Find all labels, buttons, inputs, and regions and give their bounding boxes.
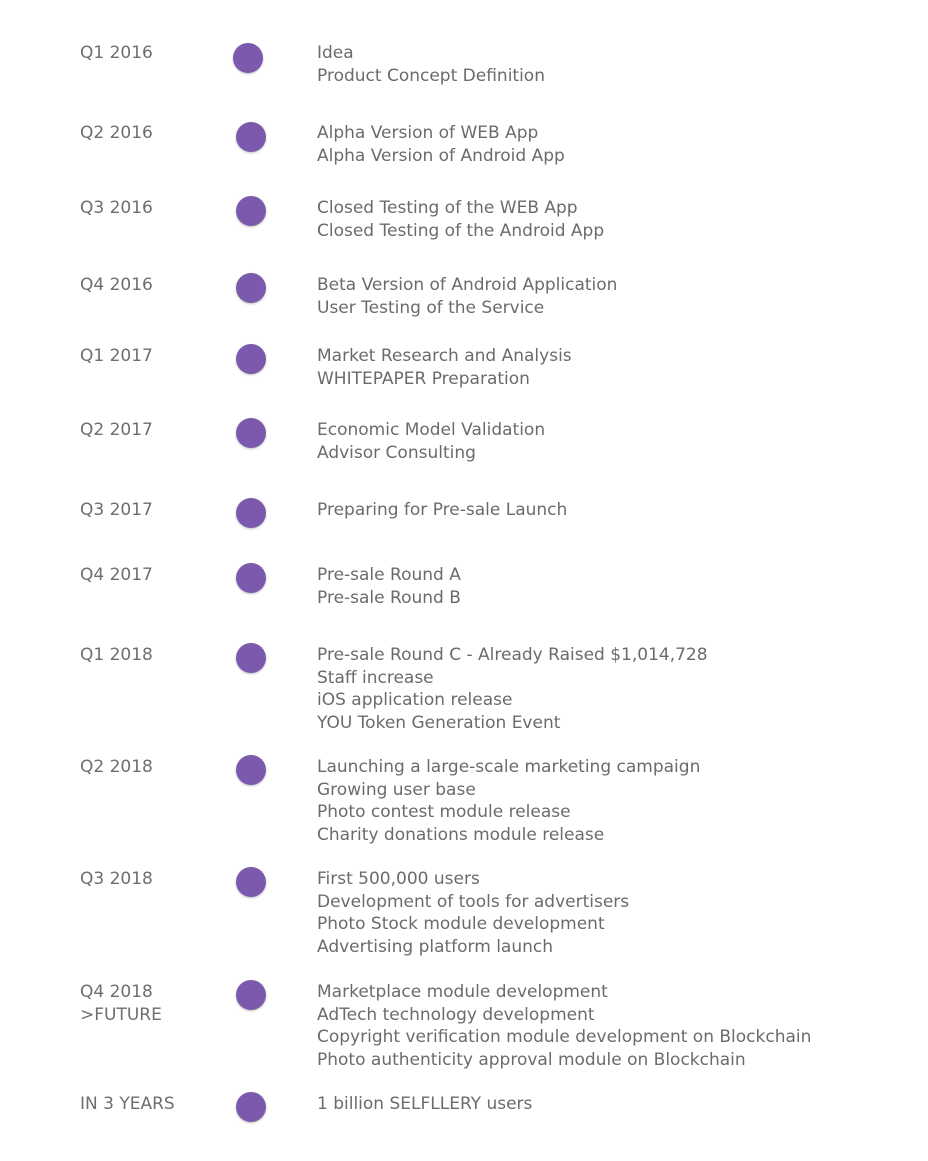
roadmap-period: [80, 1093, 175, 1116]
period-label: Q4 2018: [80, 982, 153, 1002]
roadmap-item: 1 billion SELFLLERY users: [317, 1094, 533, 1114]
roadmap-items: [317, 1093, 532, 1116]
roadmap-item: YOU Token Generation Event: [317, 713, 561, 734]
roadmap-period: [80, 42, 153, 65]
period-label: Q2 2018: [80, 757, 153, 777]
period-label: Q1 2017: [80, 346, 153, 366]
roadmap-items: [317, 274, 617, 319]
roadmap-item: Market Research and Analysis: [317, 346, 572, 366]
roadmap-item: Charity donations module release: [317, 825, 605, 846]
timeline-dot-icon: [236, 418, 266, 448]
timeline-dot-icon: [236, 498, 266, 528]
roadmap-item: Idea: [317, 43, 354, 63]
roadmap-item: Staff increase: [317, 667, 434, 688]
roadmap-item: Alpha Version of Android App: [317, 145, 565, 166]
roadmap-items: [317, 564, 461, 609]
roadmap-item: Photo Stock module development: [317, 914, 605, 935]
period-label: Q1 2016: [80, 43, 153, 63]
roadmap-item: AdTech technology development: [317, 1004, 595, 1025]
period-label: >FUTURE: [80, 1004, 162, 1025]
roadmap-period: [80, 756, 153, 779]
period-label: Q2 2017: [80, 420, 153, 440]
timeline-dot-icon: [236, 122, 266, 152]
period-label: Q4 2016: [80, 275, 153, 295]
roadmap-period: [80, 197, 153, 220]
roadmap-item: Economic Model Validation: [317, 420, 546, 440]
roadmap-period: [80, 868, 153, 891]
roadmap-items: [317, 499, 567, 522]
roadmap-item: Pre-sale Round C - Already Raised $1,014,728: [317, 645, 708, 665]
timeline-dot-icon: [236, 755, 266, 785]
roadmap-items: [317, 644, 708, 735]
roadmap-item: Development of tools for advertisers: [317, 891, 630, 912]
period-label: Q2 2016: [80, 123, 153, 143]
roadmap-item: First 500,000 users: [317, 869, 480, 889]
timeline-dot-icon: [236, 643, 266, 673]
roadmap-item: User Testing of the Service: [317, 297, 545, 318]
roadmap-items: [317, 756, 700, 847]
roadmap-period: [80, 564, 153, 587]
roadmap-item: Copyright verification module development on Blockchain: [317, 1027, 812, 1048]
period-label: Q1 2018: [80, 645, 153, 665]
roadmap-item: Beta Version of Android Application: [317, 275, 618, 295]
roadmap-items: [317, 42, 545, 87]
roadmap-item: Photo contest module release: [317, 802, 571, 823]
roadmap-item: Growing user base: [317, 779, 476, 800]
roadmap-items: [317, 868, 629, 959]
timeline-dot-icon: [236, 344, 266, 374]
roadmap-items: [317, 981, 811, 1072]
period-label: Q3 2016: [80, 198, 153, 218]
roadmap-period: [80, 345, 153, 368]
roadmap-items: [317, 419, 545, 464]
roadmap-item: WHITEPAPER Preparation: [317, 368, 530, 389]
roadmap-item: Launching a large-scale marketing campaign: [317, 757, 701, 777]
period-label: IN 3 YEARS: [80, 1094, 175, 1114]
roadmap-item: Pre-sale Round A: [317, 565, 461, 585]
roadmap-item: Preparing for Pre-sale Launch: [317, 500, 568, 520]
timeline-dot-icon: [236, 196, 266, 226]
roadmap-period: [80, 499, 153, 522]
period-label: Q3 2018: [80, 869, 153, 889]
timeline-dot-icon: [236, 563, 266, 593]
timeline-dot-icon: [236, 867, 266, 897]
roadmap-item: Pre-sale Round B: [317, 587, 461, 608]
roadmap-item: Product Concept Definition: [317, 65, 545, 86]
timeline-dot-icon: [236, 1092, 266, 1122]
roadmap-items: [317, 122, 565, 167]
roadmap-item: Closed Testing of the WEB App: [317, 198, 578, 218]
roadmap-period: [80, 122, 153, 145]
roadmap-items: [317, 197, 604, 242]
timeline-dot-icon: [233, 43, 263, 73]
roadmap-period: [80, 274, 153, 297]
roadmap-items: [317, 345, 572, 390]
roadmap-item: Advisor Consulting: [317, 442, 476, 463]
roadmap-item: Alpha Version of WEB App: [317, 123, 539, 143]
roadmap-item: Photo authenticity approval module on Blockchain: [317, 1050, 746, 1071]
roadmap-period: [80, 644, 153, 667]
period-label: Q3 2017: [80, 500, 153, 520]
roadmap-period: [80, 419, 153, 442]
timeline-dot-icon: [236, 273, 266, 303]
period-label: Q4 2017: [80, 565, 153, 585]
roadmap-item: Marketplace module development: [317, 982, 608, 1002]
roadmap-item: Closed Testing of the Android App: [317, 220, 605, 241]
roadmap-item: iOS application release: [317, 690, 513, 711]
timeline-dot-icon: [236, 980, 266, 1010]
roadmap-item: Advertising platform launch: [317, 937, 554, 958]
roadmap-period: [80, 981, 162, 1026]
